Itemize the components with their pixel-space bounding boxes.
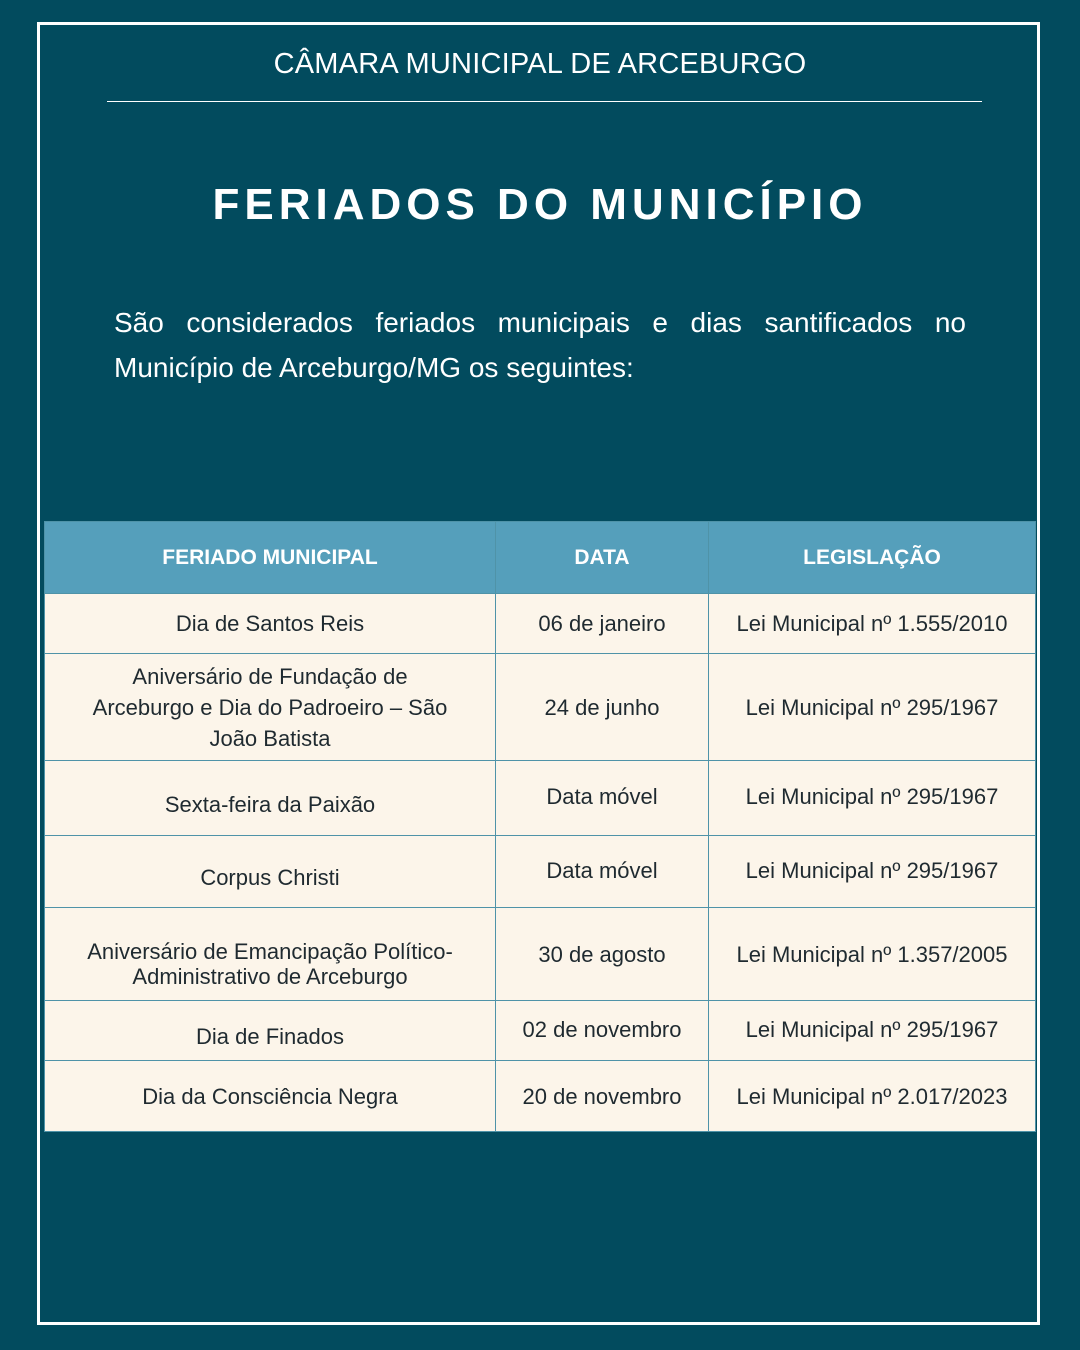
holiday-name: Corpus Christi xyxy=(45,836,496,908)
table-header-row xyxy=(45,522,1036,594)
intro-text: São considerados feriados municipais e dias santificados no Município de Arceburgo/MG os seguintes: xyxy=(114,307,966,383)
table-row xyxy=(45,594,1036,654)
column-header-legislation: LEGISLAÇÃO xyxy=(709,522,1036,594)
table-row xyxy=(45,761,1036,836)
holiday-name: Aniversário de Fundação de Arceburgo e Dia do Padroeiro – São João Batista xyxy=(45,654,496,761)
holiday-name: Sexta-feira da Paixão xyxy=(45,761,496,836)
holiday-date: 02 de novembro xyxy=(496,1001,709,1061)
holiday-name: Dia de Santos Reis xyxy=(45,594,496,654)
holiday-law: Lei Municipal nº 295/1967 xyxy=(709,654,1036,761)
holiday-date: Data móvel xyxy=(496,761,709,836)
column-header-date: DATA xyxy=(496,522,709,594)
holiday-law: Lei Municipal nº 295/1967 xyxy=(709,836,1036,908)
holiday-law: Lei Municipal nº 2.017/2023 xyxy=(709,1061,1036,1132)
holiday-date: 06 de janeiro xyxy=(496,594,709,654)
table-row xyxy=(45,1001,1036,1061)
holidays-table xyxy=(44,521,1036,1132)
holiday-name: Aniversário de Emancipação Político-Administrativo de Arceburgo xyxy=(45,908,496,1001)
institution-name: CÂMARA MUNICIPAL DE ARCEBURGO xyxy=(273,48,807,80)
column-header-holiday: FERIADO MUNICIPAL xyxy=(45,522,496,594)
holiday-date: 24 de junho xyxy=(496,654,709,761)
holiday-law: Lei Municipal nº 1.357/2005 xyxy=(709,908,1036,1001)
holiday-law: Lei Municipal nº 1.555/2010 xyxy=(709,594,1036,654)
holiday-name: Dia da Consciência Negra xyxy=(45,1061,496,1132)
table-row xyxy=(45,654,1036,761)
holiday-date: 20 de novembro xyxy=(496,1061,709,1132)
table-row xyxy=(45,836,1036,908)
holiday-name: Dia de Finados xyxy=(45,1001,496,1061)
page-title: FERIADOS DO MUNICÍPIO xyxy=(212,180,868,229)
holiday-law: Lei Municipal nº 295/1967 xyxy=(709,1001,1036,1061)
holiday-date: 30 de agosto xyxy=(496,908,709,1001)
table-row xyxy=(45,1061,1036,1132)
holiday-law: Lei Municipal nº 295/1967 xyxy=(709,761,1036,836)
header-divider xyxy=(107,101,982,102)
holiday-date: Data móvel xyxy=(496,836,709,908)
table-row xyxy=(45,908,1036,1001)
